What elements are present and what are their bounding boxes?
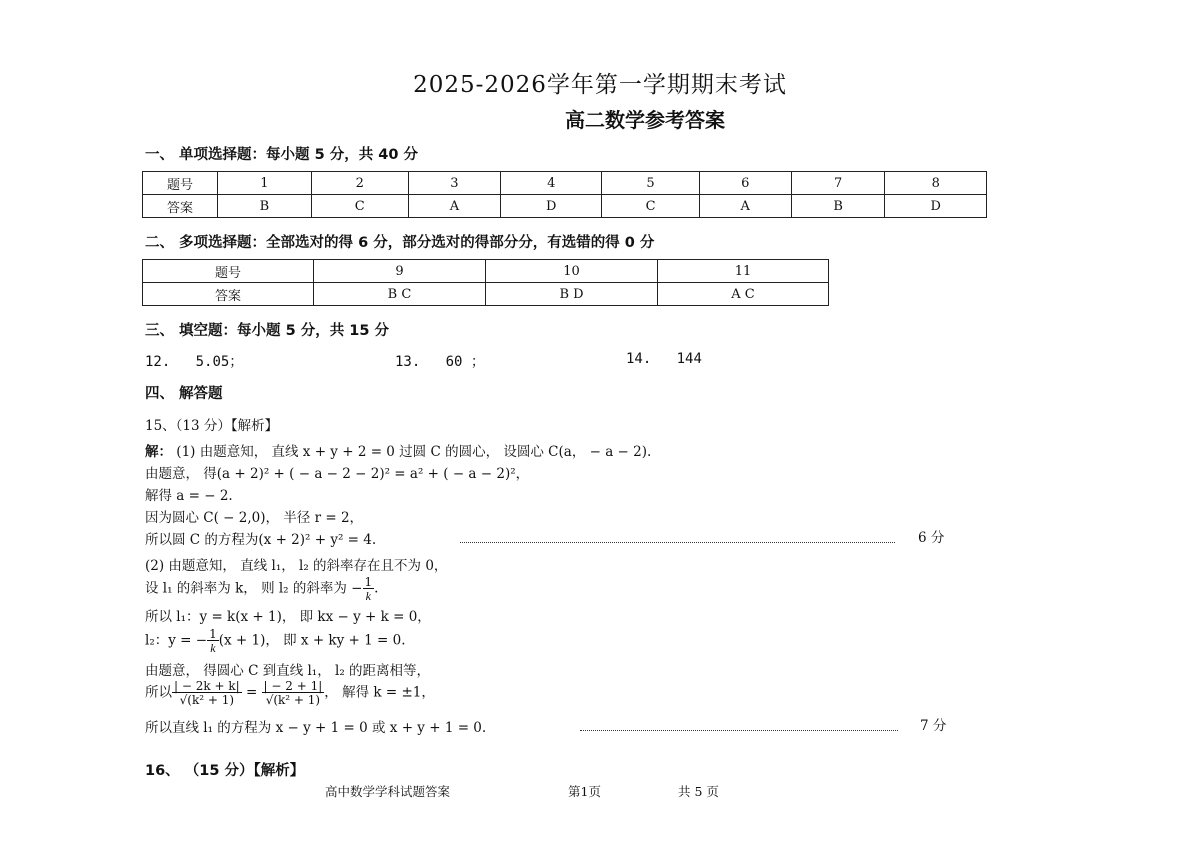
section2-heading: 二、 多项选择题：全部选对的得 6 分，部分选对的得部分分，有选错的得 0 分 [145, 235, 655, 251]
page-title: 2025-2026学年第一学期期末考试 [413, 72, 787, 98]
section1-heading: 一、 单项选择题：每小题 5 分，共 40 分 [145, 147, 419, 163]
item-answer: 5.05； [195, 354, 244, 370]
numerator: 1 [209, 627, 217, 641]
solution-label: 解： [145, 444, 172, 460]
question-cell: 4 [501, 172, 602, 195]
item-number: 13. [395, 354, 421, 370]
solution-line: 由题意， 得(a + 2)² + ( − a − 2 − 2)² = a² + ( − a − 2)²， [145, 466, 530, 482]
answer-cell: A [699, 195, 791, 218]
section4-heading: 四、 解答题 [145, 386, 223, 402]
page-subtitle: 高二数学参考答案 [565, 108, 725, 132]
question-cell: 8 [885, 172, 987, 195]
question-cell: 9 [314, 260, 486, 283]
solution-line: 由题意， 得圆心 C 到直线 l₁， l₂ 的距离相等， [145, 663, 431, 679]
item-number: 14. [626, 351, 652, 367]
solution-line: 所以直线 l₁ 的方程为 x − y + 1 = 0 或 x + y + 1 = 0. [145, 720, 487, 736]
answer-cell: A [408, 195, 500, 218]
table-row [143, 260, 829, 283]
question-cell: 6 [699, 172, 791, 195]
numerator: | − 2k + k| [174, 679, 240, 693]
solution-line: 所以 l₁：y = k(x + 1)， 即 kx − y + k = 0， [145, 609, 431, 625]
solution-line: (2) 由题意知， 直线 l₁， l₂ 的斜率存在且不为 0， [145, 558, 448, 574]
numerator: 1 [364, 575, 373, 589]
table-row [143, 195, 987, 218]
fraction [172, 680, 242, 706]
table-row [143, 283, 829, 306]
answer-cell: B [791, 195, 885, 218]
fraction [363, 576, 375, 602]
question-cell: 11 [658, 260, 829, 283]
row-label: 答案 [143, 283, 314, 306]
question-cell: 7 [791, 172, 885, 195]
question-cell: 10 [486, 260, 658, 283]
answer-cell: D [885, 195, 987, 218]
solution-line [145, 680, 435, 706]
solution-line [145, 576, 378, 602]
question-16-header: 16、 （15 分）【解析】 [145, 763, 305, 779]
answer-cell: B [218, 195, 312, 218]
line-text: (x + 1)， 即 x + ky + 1 = 0. [218, 632, 406, 649]
line-text: 设 l₁ 的斜率为 k， 则 l₂ 的斜率为 − [145, 580, 363, 597]
solution-line: 因为圆心 C( − 2,0)， 半径 r = 2， [145, 510, 364, 526]
answer-cell: C [602, 195, 699, 218]
line-text: 所以 [145, 684, 172, 701]
answer-cell: B D [486, 283, 658, 306]
item-answer: 144 [676, 351, 702, 367]
footer-page-number: 第1页 [568, 784, 601, 799]
score-leader [460, 542, 895, 543]
question-15-header: 15、（13 分）【解析】 [145, 418, 279, 434]
fraction [262, 680, 325, 706]
solution-line [145, 628, 406, 654]
denominator: √(k² + 1) [265, 693, 321, 707]
score-leader [580, 730, 898, 731]
denominator: k [365, 589, 371, 603]
solution-line: 解得 a = − 2. [145, 488, 233, 504]
solution-line: 所以圆 C 的方程为(x + 2)² + y² = 4. [145, 532, 377, 548]
answer-cell: C [311, 195, 408, 218]
fill-item [626, 351, 702, 367]
line-text: (1) 由题意知， 直线 x + y + 2 = 0 过圆 C 的圆心， 设圆心 C(a， − a − 2). [176, 444, 652, 460]
question-cell: 5 [602, 172, 699, 195]
footer-total-pages: 共 5 页 [678, 784, 719, 799]
section3-heading: 三、 填空题：每小题 5 分，共 15 分 [145, 323, 390, 339]
equals-sign: = [245, 684, 258, 701]
line-text: l₂：y = − [145, 632, 208, 649]
fill-item [395, 351, 485, 371]
fraction [207, 628, 219, 654]
question-cell: 2 [311, 172, 408, 195]
question-cell: 1 [218, 172, 312, 195]
fill-item [145, 351, 243, 371]
table-row [143, 172, 987, 195]
score-label: 6 分 [918, 530, 945, 546]
row-label: 题号 [143, 172, 218, 195]
denominator: k [210, 641, 216, 655]
row-label: 答案 [143, 195, 218, 218]
single-choice-table [142, 171, 987, 218]
footer-subject: 高中数学学科试题答案 [325, 784, 451, 799]
answer-cell: D [501, 195, 602, 218]
multi-choice-table [142, 259, 829, 306]
row-label: 题号 [143, 260, 314, 283]
score-label: 7 分 [920, 718, 947, 734]
item-number: 12. [145, 354, 171, 370]
denominator: √(k² + 1) [179, 693, 235, 707]
numerator: | − 2 + 1| [263, 679, 323, 693]
answer-cell: B C [314, 283, 486, 306]
item-answer: 60 ； [445, 354, 485, 370]
question-cell: 3 [408, 172, 500, 195]
solution-line [145, 440, 651, 460]
line-text: ， 解得 k = ±1， [324, 684, 435, 701]
answer-cell: A C [658, 283, 829, 306]
line-text: . [374, 580, 379, 597]
